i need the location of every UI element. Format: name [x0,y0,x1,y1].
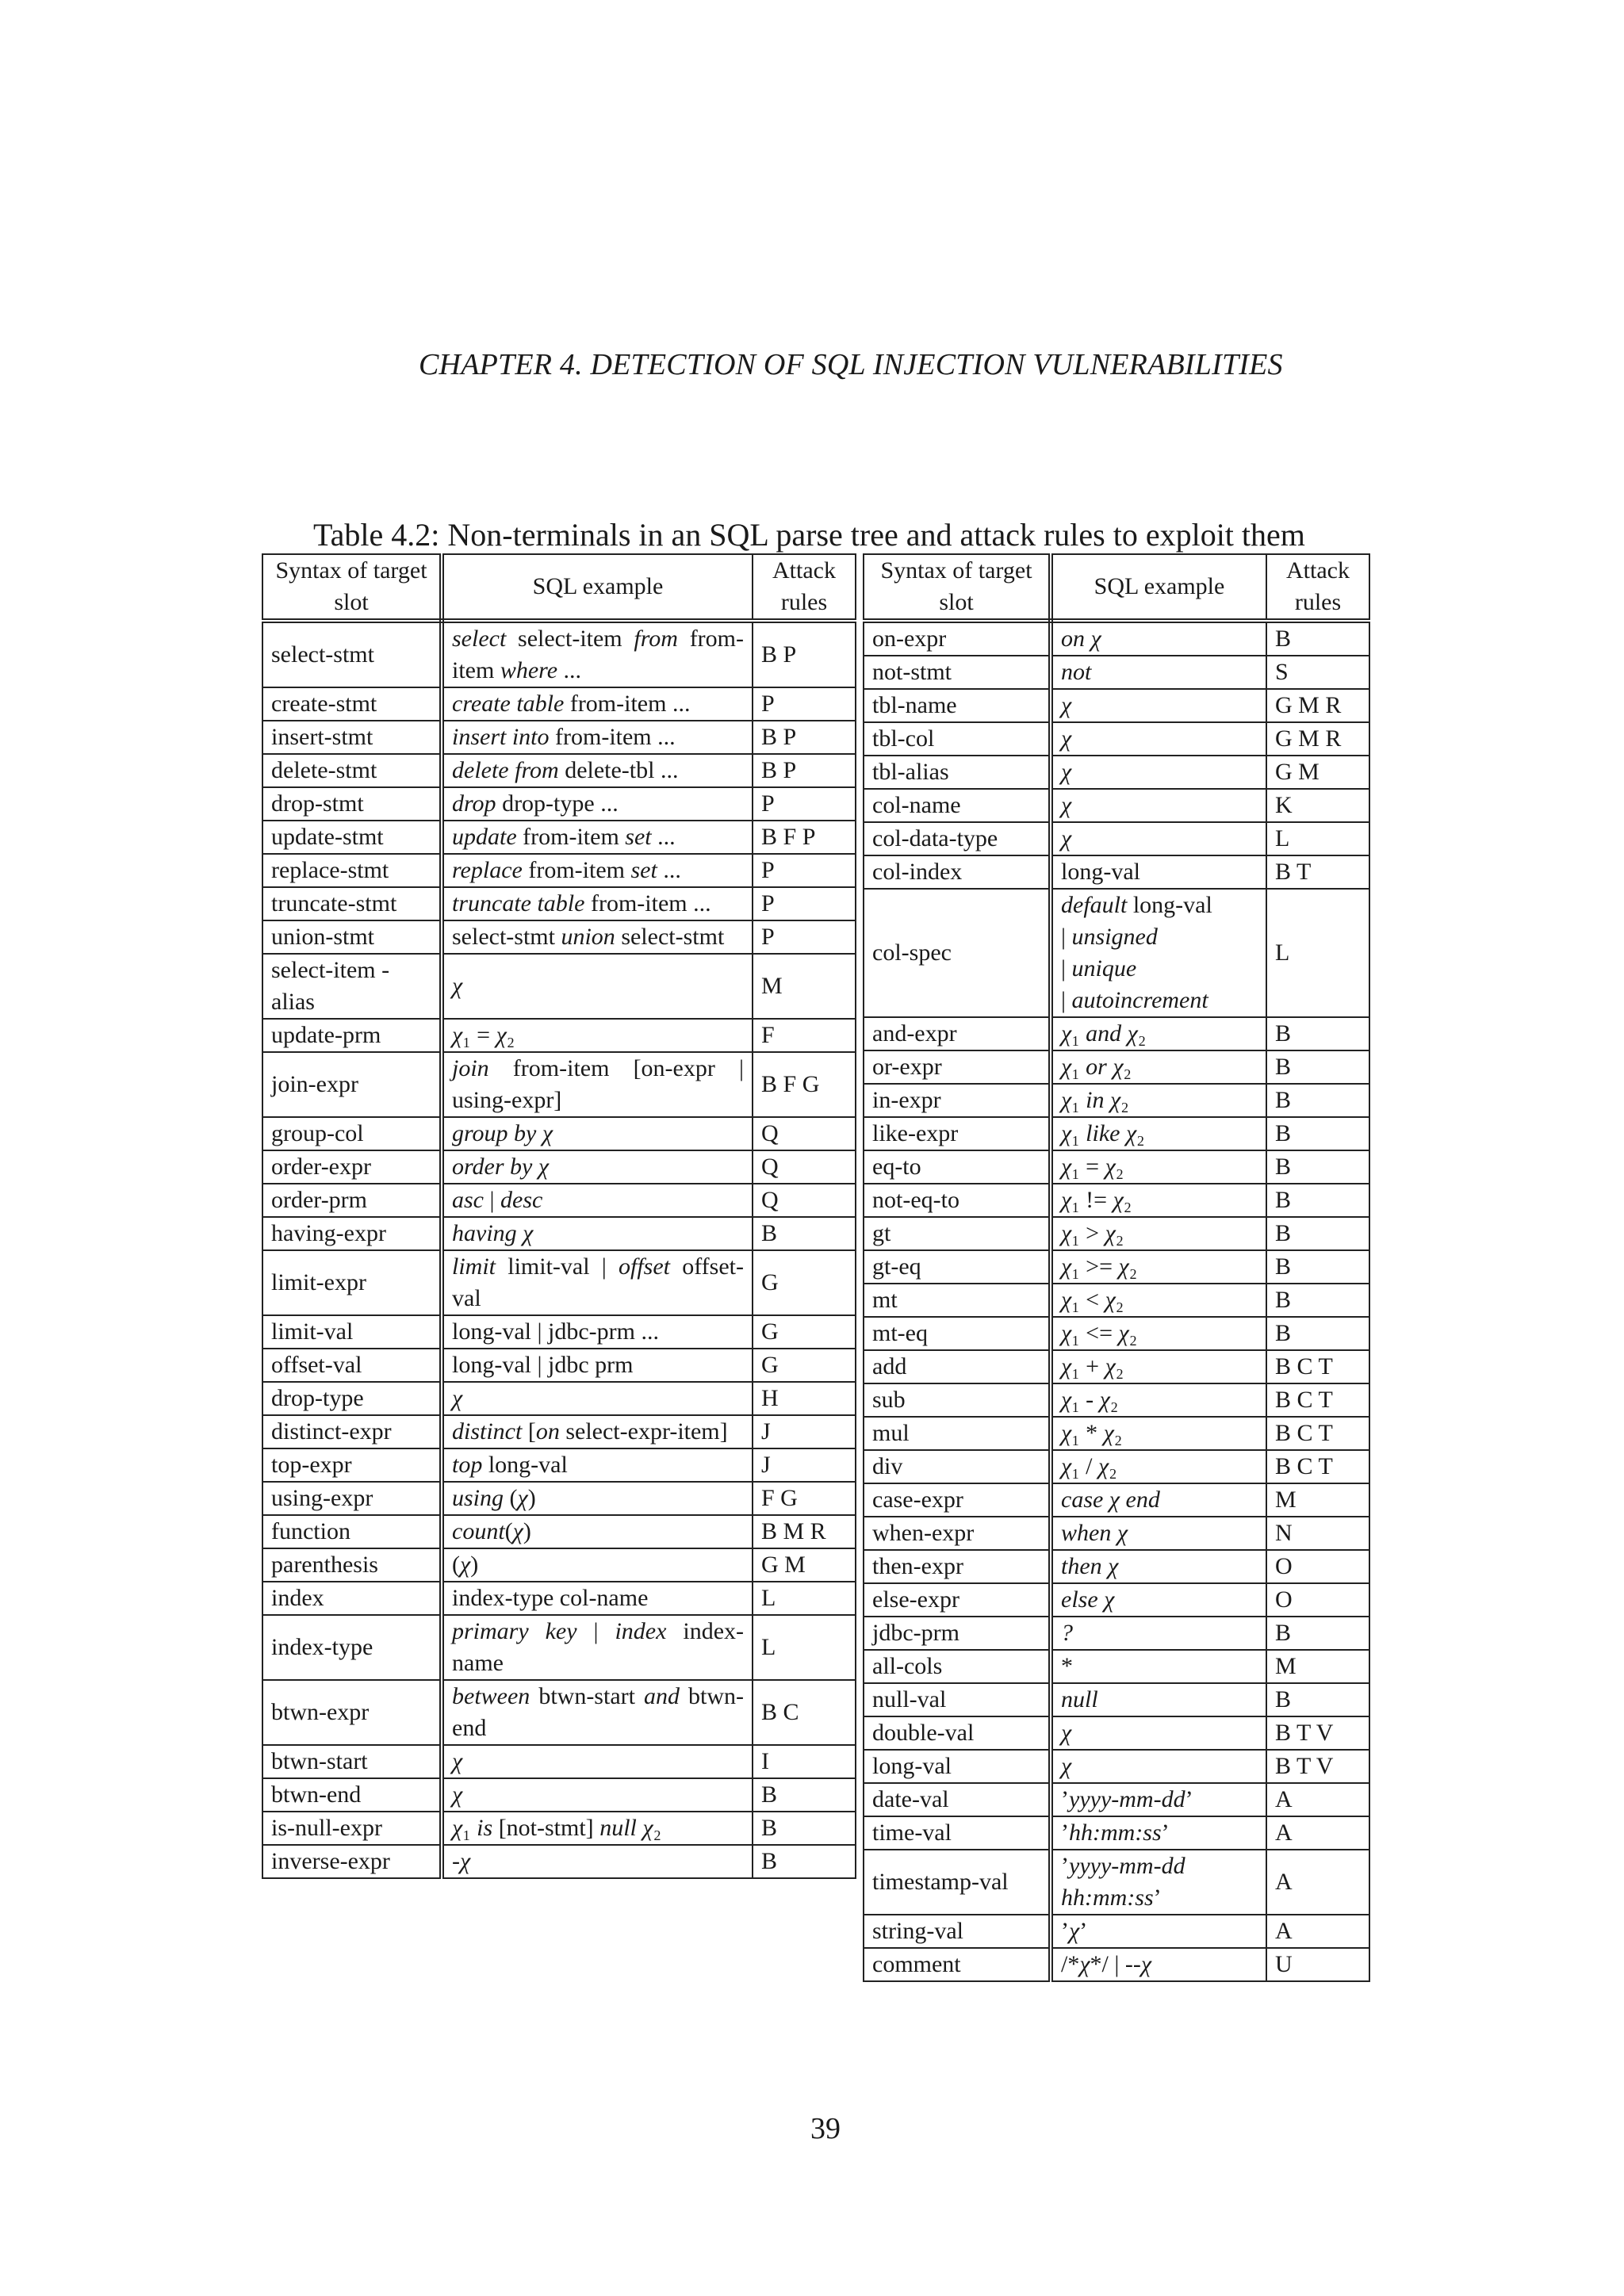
rules-cell: M [753,954,856,1019]
rules-cell: Q [753,1150,856,1184]
syntax-cell: join-expr [262,1052,442,1117]
table-row [262,1184,856,1217]
syntax-cell: time-val [864,1816,1051,1850]
rules-cell: B [1266,1050,1369,1084]
table-row [262,1745,856,1778]
table-row [864,822,1369,855]
example-cell: truncate table from-item ... [442,887,753,920]
rules-cell: B P [753,754,856,787]
example-cell: between btwn-start and btwn-end [442,1680,753,1745]
example-cell: χ₁ or χ₂ [1051,1050,1266,1084]
syntax-cell: col-spec [864,889,1051,1017]
syntax-cell: date-val [864,1783,1051,1816]
example-cell: update from-item set ... [442,821,753,854]
rules-cell: Q [753,1184,856,1217]
syntax-cell: group-col [262,1117,442,1150]
example-cell: long-val | jdbc prm [442,1349,753,1382]
syntax-cell: drop-stmt [262,787,442,821]
example-cell: select-stmt union select-stmt [442,920,753,954]
example-cell: χ [442,954,753,1019]
syntax-cell: insert-stmt [262,721,442,754]
table-row [262,1150,856,1184]
syntax-cell: sub [864,1383,1051,1417]
rules-cell: B C T [1266,1383,1369,1417]
example-cell: limit limit-val | offset offset-val [442,1250,753,1315]
rules-cell: B [1266,1683,1369,1716]
rules-cell: B F P [753,821,856,854]
table-row [864,1948,1369,1981]
rules-cell: H [753,1382,856,1415]
column-header-rules: Attack rules [753,554,856,621]
table-row [262,721,856,754]
table-row [262,854,856,887]
example-cell: default long-val | unsigned | unique | autoincrement [1051,889,1266,1017]
rules-cell: B [1266,1284,1369,1317]
rules-cell: G M R [1266,722,1369,756]
syntax-cell: btwn-start [262,1745,442,1778]
rules-cell: B C T [1266,1350,1369,1383]
syntax-cell: limit-val [262,1315,442,1349]
syntax-cell: gt-eq [864,1250,1051,1284]
rules-cell: B F G [753,1052,856,1117]
example-cell: drop drop-type ... [442,787,753,821]
example-cell: else χ [1051,1583,1266,1617]
table-row [262,754,856,787]
attack-rules-table-left [262,553,856,1879]
syntax-cell: on-expr [864,621,1051,656]
syntax-cell: all-cols [864,1650,1051,1683]
example-cell: insert into from-item ... [442,721,753,754]
example-cell: χ₁ in χ₂ [1051,1084,1266,1117]
table-row [262,1315,856,1349]
example-cell: delete from delete-tbl ... [442,754,753,787]
rules-cell: B [1266,1084,1369,1117]
syntax-cell: not-eq-to [864,1184,1051,1217]
example-cell: long-val | jdbc-prm ... [442,1315,753,1349]
syntax-cell: col-name [864,789,1051,822]
example-cell: χ₁ != χ₂ [1051,1184,1266,1217]
rules-cell: B [1266,1184,1369,1217]
table-row [262,1019,856,1052]
rules-cell: B P [753,721,856,754]
example-cell: top long-val [442,1448,753,1482]
syntax-cell: order-prm [262,1184,442,1217]
rules-cell: P [753,920,856,954]
table-row [262,1582,856,1615]
example-cell: order by χ [442,1150,753,1184]
example-cell: ’yyyy-mm-dd hh:mm:ss’ [1051,1850,1266,1915]
rules-cell: B M R [753,1515,856,1548]
syntax-cell: top-expr [262,1448,442,1482]
table-row [262,1382,856,1415]
table-row [864,656,1369,689]
table-row [864,1184,1369,1217]
table-header-row [262,554,856,621]
example-cell: when χ [1051,1517,1266,1550]
example-cell: /*χ*/ | --χ [1051,1948,1266,1981]
syntax-cell: inverse-expr [262,1845,442,1878]
table-row [262,954,856,1019]
syntax-cell: tbl-alias [864,756,1051,789]
rules-cell: G M [753,1548,856,1582]
example-cell: χ [1051,822,1266,855]
table-row [864,1915,1369,1948]
table-row [864,1650,1369,1683]
example-cell: create table from-item ... [442,687,753,721]
syntax-cell: is-null-expr [262,1812,442,1845]
column-header-example: SQL example [442,554,753,621]
column-header-syntax: Syntax of target slot [864,554,1051,621]
table-row [864,1150,1369,1184]
syntax-cell: limit-expr [262,1250,442,1315]
example-cell: χ₁ * χ₂ [1051,1417,1266,1450]
syntax-cell: long-val [864,1750,1051,1783]
rules-cell: B C T [1266,1450,1369,1483]
table-row [262,1845,856,1878]
rules-cell: P [753,854,856,887]
rules-cell: Q [753,1117,856,1150]
rules-cell: G M [1266,756,1369,789]
syntax-cell: col-index [864,855,1051,889]
syntax-cell: like-expr [864,1117,1051,1150]
table-row [864,689,1369,722]
table-row [864,1117,1369,1150]
table-row [262,1349,856,1382]
rules-cell: F [753,1019,856,1052]
table-row [864,621,1369,656]
table-row [262,621,856,687]
table-row [864,789,1369,822]
example-cell: χ [442,1778,753,1812]
rules-cell: B [1266,1117,1369,1150]
rules-cell: B T V [1266,1750,1369,1783]
syntax-cell: union-stmt [262,920,442,954]
column-header-example: SQL example [1051,554,1266,621]
syntax-cell: having-expr [262,1217,442,1250]
chapter-header: CHAPTER 4. DETECTION OF SQL INJECTION VULNERABILITIES [419,348,1283,381]
table-row [864,1217,1369,1250]
table-row [262,1052,856,1117]
table-row [864,1417,1369,1450]
rules-cell: B P [753,621,856,687]
rules-cell: B [753,1778,856,1812]
rules-cell: G [753,1349,856,1382]
example-cell: select select-item from from-item where ... [442,621,753,687]
syntax-cell: truncate-stmt [262,887,442,920]
example-cell: χ₁ and χ₂ [1051,1017,1266,1050]
example-cell: χ [1051,722,1266,756]
example-cell: using (χ) [442,1482,753,1515]
rules-cell: B C [753,1680,856,1745]
syntax-cell: offset-val [262,1349,442,1382]
rules-cell: B [753,1812,856,1845]
example-cell: primary key | index index-name [442,1615,753,1680]
syntax-cell: mt [864,1284,1051,1317]
table-row [864,1617,1369,1650]
rules-cell: L [753,1582,856,1615]
table-row [262,1812,856,1845]
example-cell: ’χ’ [1051,1915,1266,1948]
rules-cell: B [1266,1017,1369,1050]
syntax-cell: col-data-type [864,822,1051,855]
example-cell: asc | desc [442,1184,753,1217]
example-cell: χ₁ - χ₂ [1051,1383,1266,1417]
table-header-row [864,554,1369,621]
syntax-cell: parenthesis [262,1548,442,1582]
example-cell: χ₁ like χ₂ [1051,1117,1266,1150]
example-cell: ’yyyy-mm-dd’ [1051,1783,1266,1816]
syntax-cell: update-stmt [262,821,442,854]
syntax-cell: order-expr [262,1150,442,1184]
syntax-cell: double-val [864,1716,1051,1750]
example-cell: replace from-item set ... [442,854,753,887]
syntax-cell: timestamp-val [864,1850,1051,1915]
rules-cell: S [1266,656,1369,689]
column-header-rules: Attack rules [1266,554,1369,621]
table-row [262,1548,856,1582]
syntax-cell: in-expr [864,1084,1051,1117]
table-row [864,889,1369,1017]
syntax-cell: using-expr [262,1482,442,1515]
syntax-cell: div [864,1450,1051,1483]
syntax-cell: distinct-expr [262,1415,442,1448]
table-row [864,1317,1369,1350]
table-row [864,1017,1369,1050]
syntax-cell: case-expr [864,1483,1051,1517]
table-row [864,1683,1369,1716]
table-row [864,1550,1369,1583]
example-cell: ’hh:mm:ss’ [1051,1816,1266,1850]
example-cell: then χ [1051,1550,1266,1583]
example-cell: count(χ) [442,1515,753,1548]
example-cell: not [1051,656,1266,689]
example-cell: join from-item [on-expr | using-expr] [442,1052,753,1117]
example-cell: χ₁ is [not-stmt] null χ₂ [442,1812,753,1845]
example-cell: χ [1051,789,1266,822]
rules-cell: P [753,787,856,821]
table-row [864,722,1369,756]
syntax-cell: btwn-expr [262,1680,442,1745]
rules-cell: L [753,1615,856,1680]
rules-cell: A [1266,1816,1369,1850]
rules-cell: M [1266,1650,1369,1683]
rules-cell: B T [1266,855,1369,889]
table-row [262,1217,856,1250]
example-cell: χ₁ > χ₂ [1051,1217,1266,1250]
table-row [262,1778,856,1812]
table-row [262,920,856,954]
rules-cell: B [1266,621,1369,656]
syntax-cell: tbl-col [864,722,1051,756]
table-row [864,855,1369,889]
rules-cell: B [1266,1250,1369,1284]
rules-cell: B [753,1217,856,1250]
rules-cell: N [1266,1517,1369,1550]
rules-cell: B [1266,1150,1369,1184]
table-row [864,756,1369,789]
table-row [262,1117,856,1150]
example-cell: ? [1051,1617,1266,1650]
example-cell: χ [442,1745,753,1778]
table-row [262,1482,856,1515]
table-row [262,787,856,821]
example-cell: χ [442,1382,753,1415]
example-cell: χ [1051,1716,1266,1750]
syntax-cell: mt-eq [864,1317,1051,1350]
example-cell: χ₁ + χ₂ [1051,1350,1266,1383]
rules-cell: O [1266,1583,1369,1617]
syntax-cell: update-prm [262,1019,442,1052]
table-row [864,1050,1369,1084]
rules-cell: G [753,1315,856,1349]
rules-cell: L [1266,822,1369,855]
syntax-cell: eq-to [864,1150,1051,1184]
example-cell: χ₁ <= χ₂ [1051,1317,1266,1350]
table-row [864,1284,1369,1317]
example-cell: χ₁ / χ₂ [1051,1450,1266,1483]
table-row [864,1084,1369,1117]
syntax-cell: when-expr [864,1517,1051,1550]
column-header-syntax: Syntax of target slot [262,554,442,621]
syntax-cell: and-expr [864,1017,1051,1050]
rules-cell: J [753,1415,856,1448]
example-cell: null [1051,1683,1266,1716]
table-row [262,887,856,920]
syntax-cell: not-stmt [864,656,1051,689]
syntax-cell: comment [864,1948,1051,1981]
rules-cell: M [1266,1483,1369,1517]
table-caption: Table 4.2: Non-terminals in an SQL parse tree and attack rules to exploit them [313,517,1305,553]
example-cell: χ [1051,756,1266,789]
table-row [864,1750,1369,1783]
attack-rules-table-right [863,553,1370,1982]
example-cell: long-val [1051,855,1266,889]
syntax-cell: add [864,1350,1051,1383]
rules-cell: B [1266,1217,1369,1250]
table-row [864,1450,1369,1483]
table-row [864,1483,1369,1517]
table-row [864,1716,1369,1750]
table-row [262,1615,856,1680]
example-cell: -χ [442,1845,753,1878]
rules-cell: I [753,1745,856,1778]
example-cell: χ₁ < χ₂ [1051,1284,1266,1317]
rules-cell: P [753,887,856,920]
example-cell: χ [1051,1750,1266,1783]
example-cell: group by χ [442,1117,753,1150]
syntax-cell: then-expr [864,1550,1051,1583]
syntax-cell: jdbc-prm [864,1617,1051,1650]
table-row [262,821,856,854]
rules-cell: B [1266,1617,1369,1650]
rules-cell: B C T [1266,1417,1369,1450]
syntax-cell: create-stmt [262,687,442,721]
rules-cell: O [1266,1550,1369,1583]
table-row [864,1250,1369,1284]
example-cell: (χ) [442,1548,753,1582]
rules-cell: B [1266,1317,1369,1350]
table-row [262,1515,856,1548]
table-row [262,1448,856,1482]
syntax-cell: mul [864,1417,1051,1450]
example-cell: χ₁ = χ₂ [442,1019,753,1052]
rules-cell: B [753,1845,856,1878]
rules-cell: J [753,1448,856,1482]
table-row [864,1350,1369,1383]
rules-cell: A [1266,1915,1369,1948]
syntax-cell: drop-type [262,1382,442,1415]
syntax-cell: replace-stmt [262,854,442,887]
rules-cell: G M R [1266,689,1369,722]
rules-cell: G [753,1250,856,1315]
syntax-cell: function [262,1515,442,1548]
example-cell: χ [1051,689,1266,722]
rules-cell: A [1266,1783,1369,1816]
syntax-cell: select-item - alias [262,954,442,1019]
table-row [262,687,856,721]
example-cell: having χ [442,1217,753,1250]
table-row [864,1816,1369,1850]
syntax-cell: else-expr [864,1583,1051,1617]
syntax-cell: or-expr [864,1050,1051,1084]
table-row [864,1783,1369,1816]
rules-cell: B T V [1266,1716,1369,1750]
rules-cell: U [1266,1948,1369,1981]
syntax-cell: null-val [864,1683,1051,1716]
syntax-cell: btwn-end [262,1778,442,1812]
rules-cell: L [1266,889,1369,1017]
rules-cell: F G [753,1482,856,1515]
syntax-cell: select-stmt [262,621,442,687]
example-cell: χ₁ = χ₂ [1051,1150,1266,1184]
table-row [262,1415,856,1448]
table-row [864,1850,1369,1915]
syntax-cell: index [262,1582,442,1615]
syntax-cell: string-val [864,1915,1051,1948]
rules-cell: A [1266,1850,1369,1915]
example-cell: case χ end [1051,1483,1266,1517]
example-cell: χ₁ >= χ₂ [1051,1250,1266,1284]
example-cell: index-type col-name [442,1582,753,1615]
rules-cell: K [1266,789,1369,822]
page-number: 39 [810,2112,841,2145]
syntax-cell: gt [864,1217,1051,1250]
syntax-cell: tbl-name [864,689,1051,722]
example-cell: * [1051,1650,1266,1683]
example-cell: on χ [1051,621,1266,656]
table-row [864,1517,1369,1550]
table-row [262,1250,856,1315]
syntax-cell: index-type [262,1615,442,1680]
example-cell: distinct [on select-expr-item] [442,1415,753,1448]
table-row [864,1383,1369,1417]
rules-cell: P [753,687,856,721]
table-row [262,1680,856,1745]
table-row [864,1583,1369,1617]
syntax-cell: delete-stmt [262,754,442,787]
